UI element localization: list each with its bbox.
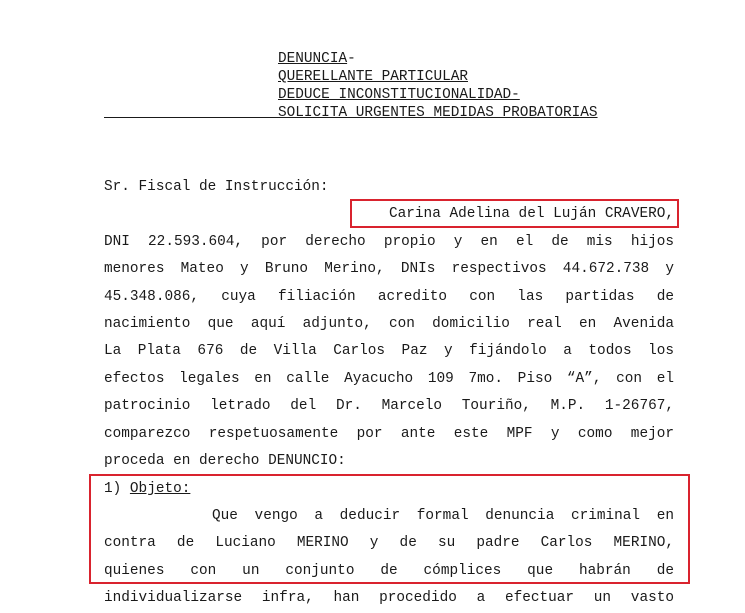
body-line-8: comparezco respetuosamente por ante este MPF y como mejor [104, 426, 674, 442]
header-denuncia: DENUNCIA [278, 51, 348, 67]
section-title: Objeto: [129, 481, 191, 497]
highlight-box-objeto [89, 474, 690, 584]
header-dash: - [347, 51, 356, 67]
body-line-1: DNI 22.593.604, por derecho propio y en el de mis hijos [104, 234, 674, 250]
header-line-2: QUERELLANTE PARTICULAR [278, 69, 468, 85]
salutation: Sr. Fiscal de Instrucción: [104, 179, 329, 195]
body-line-2: menores Mateo y Bruno Merino, DNIs respectivos 44.672.738 y [104, 261, 674, 277]
header-line-3: DEDUCE INCONSTITUCIONALIDAD- [278, 87, 520, 103]
body-line-9: proceda en derecho DENUNCIO: [104, 453, 346, 469]
header-line-1 [278, 50, 356, 68]
header-line-4: SOLICITA URGENTES MEDIDAS PROBATORIAS [278, 105, 598, 121]
section-number: 1) [104, 481, 130, 497]
signature-rule [104, 117, 278, 118]
section-line-3: quienes con un conjunto de cómplices que habrán de [104, 563, 674, 579]
section-line-1: Que vengo a deducir formal denuncia criminal en [212, 508, 674, 524]
body-line-6: efectos legales en calle Ayacucho 109 7mo. Piso “A”, con el [104, 371, 674, 387]
claimant-name: Carina Adelina del Luján CRAVERO, [389, 206, 674, 222]
highlight-box-name [350, 199, 679, 228]
section-line-4: individualizarse infra, han procedido a efectuar un vasto [104, 590, 674, 606]
section-line-2: contra de Luciano MERINO y de su padre Carlos MERINO, [104, 535, 674, 551]
body-line-3: 45.348.086, cuya filiación acredito con las partidas de [104, 289, 674, 305]
body-line-7: patrocinio letrado del Dr. Marcelo Touriño, M.P. 1-26767, [104, 398, 674, 414]
body-line-5: La Plata 676 de Villa Carlos Paz y fijándolo a todos los [104, 343, 674, 359]
body-line-4: nacimiento que aquí adjunto, con domicilio real en Avenida [104, 316, 674, 332]
